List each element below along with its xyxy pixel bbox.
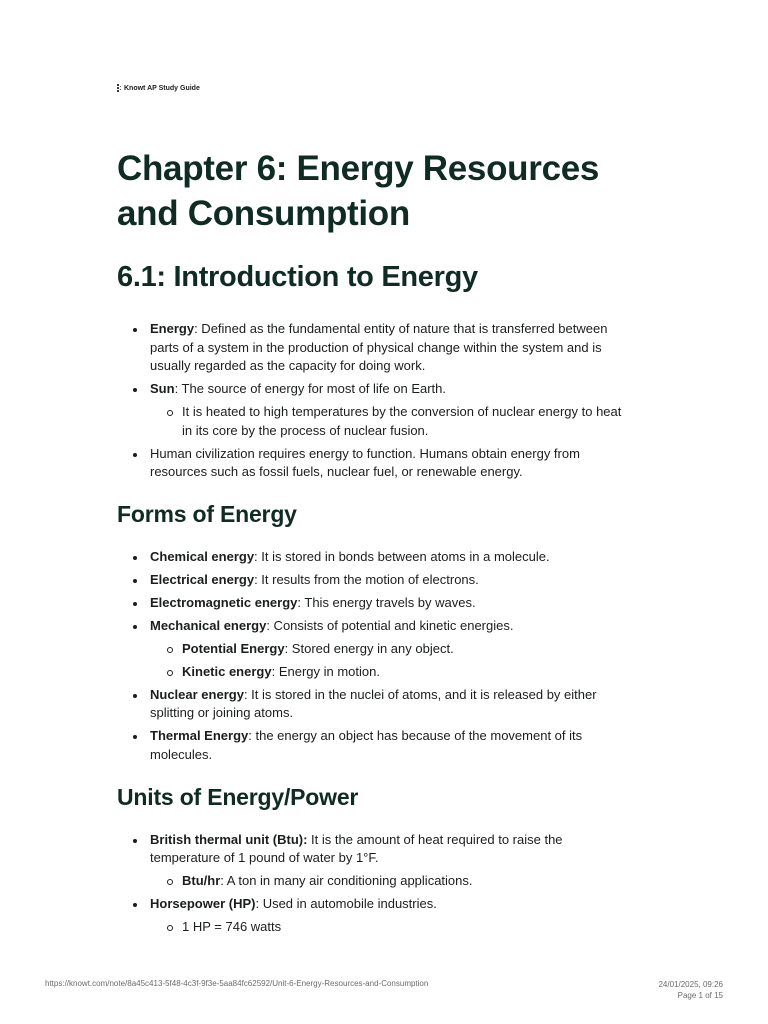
list-item-term: Btu/hr bbox=[182, 873, 221, 889]
list-item-term: Horsepower (HP) bbox=[150, 896, 256, 912]
list-item-text: : This energy travels by waves. bbox=[297, 594, 476, 610]
list-item-term: British thermal unit (Btu): bbox=[150, 831, 308, 847]
list-item-term: Energy bbox=[150, 321, 195, 336]
sub-list bbox=[150, 872, 627, 891]
list-item bbox=[150, 663, 627, 682]
list-item bbox=[150, 403, 627, 440]
list-item bbox=[117, 594, 627, 613]
sub-list bbox=[150, 640, 627, 682]
list-item bbox=[117, 320, 627, 376]
list-item-term: Chemical energy bbox=[150, 548, 255, 564]
list-item bbox=[117, 445, 627, 482]
list-item-text: : the energy an object has because of the movement of its molecules. bbox=[150, 728, 583, 762]
sub-list bbox=[150, 918, 627, 937]
intro-list bbox=[117, 320, 627, 482]
list-item-text: : Defined as the fundamental entity of nature that is transferred between parts of a system in the production of physical change within the system and is usually regarded as the capacity for doing work. bbox=[150, 321, 608, 374]
knowt-logo-icon bbox=[117, 84, 121, 92]
list-item bbox=[117, 548, 627, 567]
list-item-term: Mechanical energy bbox=[150, 617, 267, 633]
list-item bbox=[117, 571, 627, 590]
units-list bbox=[117, 831, 627, 937]
chapter-title: Chapter 6: Energy Resources and Consumption bbox=[117, 149, 600, 233]
list-item-term: Potential Energy bbox=[182, 640, 285, 656]
brand-label: Knowt AP Study Guide bbox=[124, 84, 200, 92]
list-item-text: : The source of energy for most of life on Earth. bbox=[174, 381, 447, 397]
list-item-text: Human civilization requires energy to function. Humans obtain energy from resources such as fossil fuels, nuclear fuel, or renewable energy. bbox=[150, 445, 580, 480]
footer-page-number: Page 1 of 15 bbox=[677, 991, 723, 1000]
list-item-text: : Used in automobile industries. bbox=[255, 896, 437, 912]
sub-list bbox=[150, 403, 627, 440]
list-item-text: : Energy in motion. bbox=[271, 663, 380, 679]
list-item-text: 1 HP = 746 watts bbox=[182, 919, 282, 935]
list-item-term: Nuclear energy bbox=[150, 686, 244, 702]
footer-url: https://knowt.com/note/8a45c413-5f48-4c3f-9f3e-5aa84fc62592/Unit-6-Energy-Resources-and-Consumption bbox=[45, 979, 429, 988]
list-item-text: : A ton in many air conditioning applications. bbox=[220, 873, 473, 889]
list-item-text: It is heated to high temperatures by the conversion of nuclear energy to heat in its core by the process of nuclear fusion. bbox=[182, 404, 622, 438]
brand-header bbox=[117, 84, 200, 92]
list-item-term: Electrical energy bbox=[150, 571, 255, 587]
list-item bbox=[117, 380, 627, 440]
list-item bbox=[117, 895, 627, 937]
list-item bbox=[150, 918, 627, 937]
list-item-text: : It is stored in the nuclei of atoms, and it is released by either splitting or joining atoms. bbox=[150, 686, 597, 721]
list-item bbox=[117, 831, 627, 891]
list-item bbox=[150, 872, 627, 891]
list-item-text: : It results from the motion of electrons. bbox=[254, 571, 479, 587]
list-item-text: : It is stored in bonds between atoms in a molecule. bbox=[254, 548, 550, 564]
list-item bbox=[117, 617, 627, 682]
section-title: 6.1: Introduction to Energy bbox=[117, 261, 478, 293]
list-item bbox=[150, 640, 627, 659]
document-content bbox=[117, 146, 627, 941]
footer-meta bbox=[658, 979, 723, 1001]
footer-datetime: 24/01/2025, 09:26 bbox=[658, 980, 723, 989]
list-item-term: Electromagnetic energy bbox=[150, 594, 298, 610]
list-item-text: It is the amount of heat required to raise the temperature of 1 pound of water by 1°F. bbox=[150, 831, 563, 866]
list-item bbox=[117, 727, 627, 764]
list-item-term: Sun bbox=[150, 381, 175, 397]
list-item bbox=[117, 686, 627, 723]
forms-list bbox=[117, 548, 627, 765]
list-item-text: : Stored energy in any object. bbox=[284, 640, 454, 656]
list-item-term: Thermal Energy bbox=[150, 728, 249, 744]
forms-heading: Forms of Energy bbox=[117, 500, 297, 527]
list-item-term: Kinetic energy bbox=[182, 663, 272, 679]
list-item-text: : Consists of potential and kinetic energies. bbox=[266, 617, 514, 633]
units-heading: Units of Energy/Power bbox=[117, 783, 359, 810]
